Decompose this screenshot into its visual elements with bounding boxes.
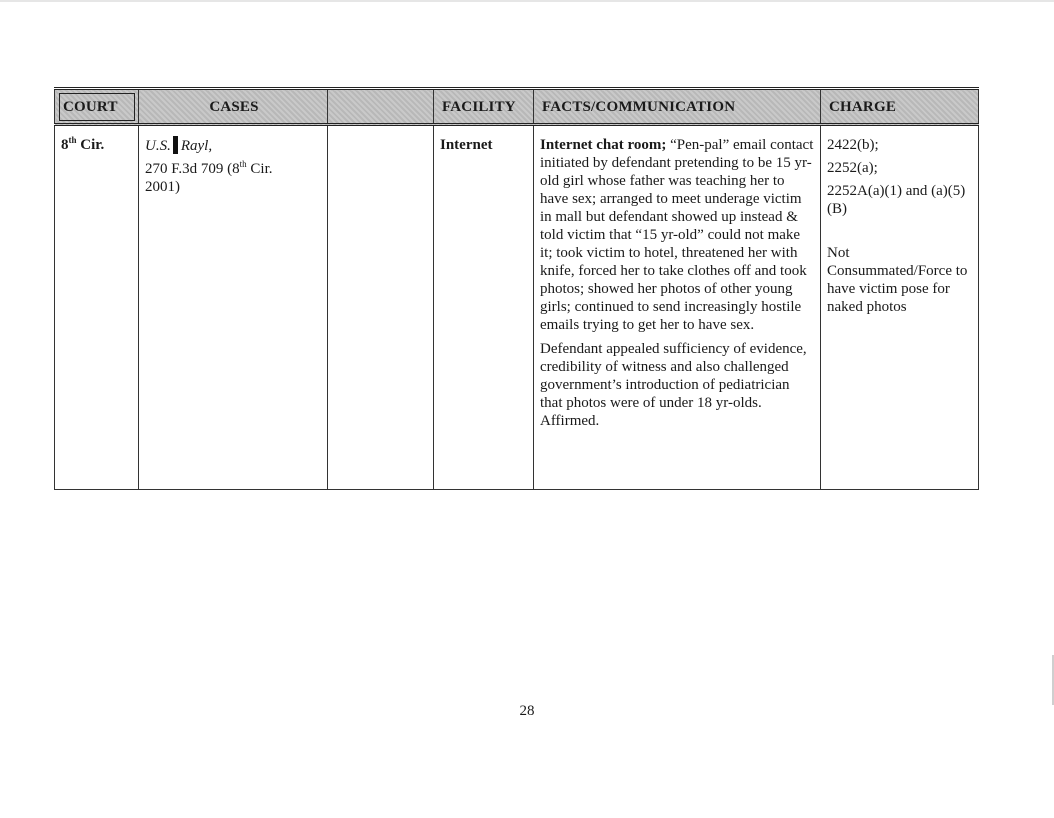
charge-note: Not Consummated/Force to have victim pose for naked photos <box>827 245 968 315</box>
facts-lead: Internet chat room; <box>540 137 667 153</box>
charge-item: 2252(a); <box>827 160 878 176</box>
court-suffix: Cir. <box>76 137 105 153</box>
facts-paragraph <box>540 136 814 334</box>
facts-cell <box>534 125 821 490</box>
page-top-edge <box>0 0 1054 2</box>
header-charge: CHARGE <box>821 89 979 125</box>
citation-main: 270 F.3d 709 (8 <box>145 161 240 177</box>
facility-cell <box>434 125 534 490</box>
facts-body: “Pen-pal” email contact initiated by defendant pretending to be 15 yr-old girl whose father was teaching her to have sex; arranged to meet underage victim in mall but defendant showed up instead & told victim that “15 yr-old” could not make it; took victim to hotel, threatened her with knife, forced her to take clothes off and took photos; showed her photos of other young girls; continued to send increasingly hostile emails trying to get her to have sex. <box>540 137 814 333</box>
appeal-paragraph: Defendant appealed sufficiency of evidence, credibility of witness and also challenged government’s introduction of pediatrician that photos were of under 18 yr-olds. Affirmed. <box>540 341 807 429</box>
case-citation <box>145 160 321 196</box>
charge-item: 2422(b); <box>827 137 879 153</box>
charge-item: 2252A(a)(1) and (a)(5)(B) <box>827 183 966 217</box>
redaction-mark <box>173 136 178 154</box>
citation-suffix: Cir. <box>246 161 273 177</box>
facility-value: Internet <box>440 137 493 153</box>
case-name <box>145 136 321 155</box>
header-blank <box>328 89 434 125</box>
blank-cell <box>328 125 434 490</box>
page-number: 28 <box>519 703 535 719</box>
header-cases: CASES <box>139 89 328 125</box>
citation-year: 2001) <box>145 179 180 195</box>
header-facility: FACILITY <box>434 89 534 125</box>
header-facts: FACTS/COMMUNICATION <box>534 89 821 125</box>
court-number: 8 <box>61 137 69 153</box>
cases-table <box>54 87 979 490</box>
court-cell <box>55 125 139 490</box>
court-ordinal: th <box>68 135 77 145</box>
case-name-suffix: Rayl, <box>180 138 213 154</box>
charge-cell <box>821 125 979 490</box>
case-name-prefix: U.S. <box>145 138 171 154</box>
table-header-row <box>55 89 979 125</box>
cases-cell <box>139 125 328 490</box>
citation-ordinal: th <box>239 159 247 169</box>
header-court: COURT <box>55 89 139 125</box>
table-row <box>55 125 979 490</box>
